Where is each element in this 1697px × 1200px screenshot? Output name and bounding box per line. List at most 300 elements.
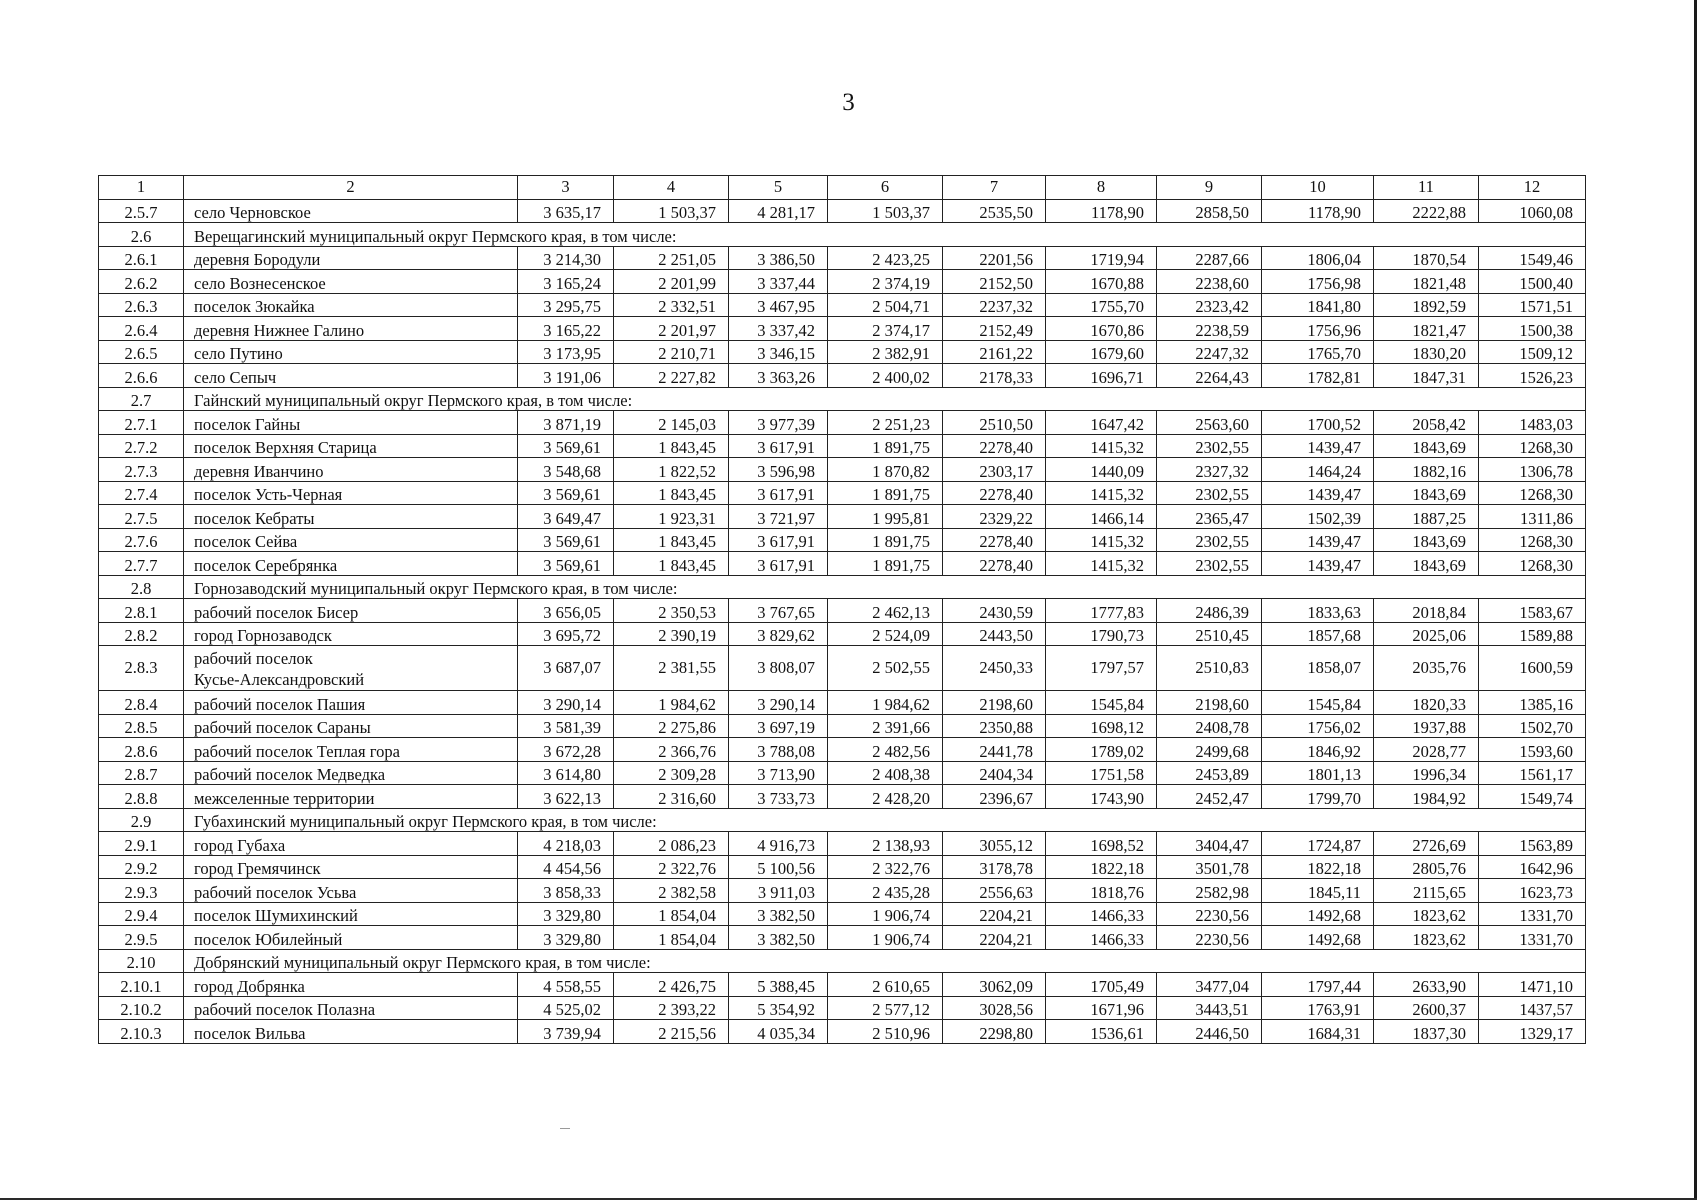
value-cell: 2 482,56 bbox=[828, 738, 943, 762]
value-cell: 1 906,74 bbox=[828, 902, 943, 926]
value-cell: 1843,69 bbox=[1374, 434, 1479, 458]
value-cell: 3 767,65 bbox=[729, 599, 828, 623]
value-cell: 2441,78 bbox=[943, 738, 1046, 762]
value-cell: 3 467,95 bbox=[729, 293, 828, 317]
value-cell: 3501,78 bbox=[1157, 855, 1262, 879]
value-cell: 1623,73 bbox=[1479, 879, 1586, 903]
value-cell: 2302,55 bbox=[1157, 528, 1262, 552]
row-code: 2.7.4 bbox=[99, 481, 184, 505]
value-cell: 1789,02 bbox=[1046, 738, 1157, 762]
value-cell: 1466,14 bbox=[1046, 505, 1157, 529]
value-cell: 1536,61 bbox=[1046, 1020, 1157, 1044]
value-cell: 2 391,66 bbox=[828, 714, 943, 738]
value-cell: 3 290,14 bbox=[729, 691, 828, 715]
value-cell: 2858,50 bbox=[1157, 199, 1262, 223]
value-cell: 1882,16 bbox=[1374, 458, 1479, 482]
value-cell: 3 382,50 bbox=[729, 926, 828, 950]
value-cell: 1589,88 bbox=[1479, 622, 1586, 646]
value-cell: 2247,32 bbox=[1157, 340, 1262, 364]
value-cell: 1 854,04 bbox=[614, 926, 729, 950]
value-cell: 2198,60 bbox=[1157, 691, 1262, 715]
value-cell: 2396,67 bbox=[943, 785, 1046, 809]
row-code: 2.8.6 bbox=[99, 738, 184, 762]
value-cell: 3 858,33 bbox=[518, 879, 614, 903]
value-cell: 2238,59 bbox=[1157, 317, 1262, 341]
settlement-name: рабочий поселок Усьва bbox=[184, 879, 518, 903]
value-cell: 1268,30 bbox=[1479, 528, 1586, 552]
value-cell: 1642,96 bbox=[1479, 855, 1586, 879]
column-header: 5 bbox=[729, 176, 828, 200]
value-cell: 1782,81 bbox=[1262, 364, 1374, 388]
row-code: 2.10.1 bbox=[99, 973, 184, 997]
value-cell: 1719,94 bbox=[1046, 246, 1157, 270]
column-header: 2 bbox=[184, 176, 518, 200]
value-cell: 3028,56 bbox=[943, 996, 1046, 1020]
value-cell: 5 354,92 bbox=[729, 996, 828, 1020]
value-cell: 1696,71 bbox=[1046, 364, 1157, 388]
value-cell: 2152,49 bbox=[943, 317, 1046, 341]
column-header: 8 bbox=[1046, 176, 1157, 200]
value-cell: 2 510,96 bbox=[828, 1020, 943, 1044]
value-cell: 1843,69 bbox=[1374, 552, 1479, 576]
value-cell: 2453,89 bbox=[1157, 761, 1262, 785]
section-row bbox=[99, 223, 1586, 247]
value-cell: 1700,52 bbox=[1262, 411, 1374, 435]
table-row bbox=[99, 646, 1586, 691]
value-cell: 1799,70 bbox=[1262, 785, 1374, 809]
value-cell: 2 316,60 bbox=[614, 785, 729, 809]
settlement-name-line: рабочий поселок bbox=[194, 649, 313, 668]
table-row bbox=[99, 293, 1586, 317]
value-cell: 2450,33 bbox=[943, 646, 1046, 691]
value-cell: 2238,60 bbox=[1157, 270, 1262, 294]
value-cell: 2230,56 bbox=[1157, 926, 1262, 950]
value-cell: 3 808,07 bbox=[729, 646, 828, 691]
value-cell: 2 210,71 bbox=[614, 340, 729, 364]
column-header: 9 bbox=[1157, 176, 1262, 200]
settlement-name: село Сепыч bbox=[184, 364, 518, 388]
table-row bbox=[99, 761, 1586, 785]
section-title: Гайнский муниципальный округ Пермского края, в том числе: bbox=[184, 387, 1586, 411]
column-header: 7 bbox=[943, 176, 1046, 200]
value-cell: 1887,25 bbox=[1374, 505, 1479, 529]
row-code: 2.6 bbox=[99, 223, 184, 247]
value-cell: 1 984,62 bbox=[614, 691, 729, 715]
value-cell: 2404,34 bbox=[943, 761, 1046, 785]
table-row bbox=[99, 996, 1586, 1020]
value-cell: 1679,60 bbox=[1046, 340, 1157, 364]
value-cell: 1415,32 bbox=[1046, 528, 1157, 552]
row-code: 2.7.6 bbox=[99, 528, 184, 552]
table-row bbox=[99, 714, 1586, 738]
value-cell: 1822,18 bbox=[1046, 855, 1157, 879]
value-cell: 1 843,45 bbox=[614, 434, 729, 458]
value-cell: 2535,50 bbox=[943, 199, 1046, 223]
value-cell: 3 329,80 bbox=[518, 926, 614, 950]
value-cell: 3 596,98 bbox=[729, 458, 828, 482]
value-cell: 1439,47 bbox=[1262, 552, 1374, 576]
value-cell: 3 649,47 bbox=[518, 505, 614, 529]
value-cell: 4 281,17 bbox=[729, 199, 828, 223]
value-cell: 1756,96 bbox=[1262, 317, 1374, 341]
settlement-name: город Губаха bbox=[184, 832, 518, 856]
row-code: 2.5.7 bbox=[99, 199, 184, 223]
value-cell: 3 569,61 bbox=[518, 434, 614, 458]
settlement-name: поселок Усть-Черная bbox=[184, 481, 518, 505]
table-row bbox=[99, 340, 1586, 364]
value-cell: 3 622,13 bbox=[518, 785, 614, 809]
value-cell: 2302,55 bbox=[1157, 552, 1262, 576]
value-cell: 2 524,09 bbox=[828, 622, 943, 646]
scan-artifact bbox=[560, 1128, 570, 1129]
value-cell: 3 713,90 bbox=[729, 761, 828, 785]
value-cell: 2510,45 bbox=[1157, 622, 1262, 646]
value-cell: 1755,70 bbox=[1046, 293, 1157, 317]
value-cell: 1509,12 bbox=[1479, 340, 1586, 364]
value-cell: 2 381,55 bbox=[614, 646, 729, 691]
column-header: 10 bbox=[1262, 176, 1374, 200]
value-cell: 1268,30 bbox=[1479, 552, 1586, 576]
value-cell: 3 337,42 bbox=[729, 317, 828, 341]
value-cell: 1857,68 bbox=[1262, 622, 1374, 646]
value-cell: 2204,21 bbox=[943, 926, 1046, 950]
table-row bbox=[99, 832, 1586, 856]
settlement-name: поселок Юбилейный bbox=[184, 926, 518, 950]
value-cell: 1502,39 bbox=[1262, 505, 1374, 529]
value-cell: 1571,51 bbox=[1479, 293, 1586, 317]
table-row bbox=[99, 246, 1586, 270]
value-cell: 2 138,93 bbox=[828, 832, 943, 856]
value-cell: 3404,47 bbox=[1157, 832, 1262, 856]
value-cell: 1549,74 bbox=[1479, 785, 1586, 809]
value-cell: 1483,03 bbox=[1479, 411, 1586, 435]
settlement-name: рабочий поселок Теплая гора bbox=[184, 738, 518, 762]
value-cell: 3 614,80 bbox=[518, 761, 614, 785]
value-cell: 1790,73 bbox=[1046, 622, 1157, 646]
value-cell: 3 165,24 bbox=[518, 270, 614, 294]
value-cell: 3 721,97 bbox=[729, 505, 828, 529]
value-cell: 2 145,03 bbox=[614, 411, 729, 435]
value-cell: 2 322,76 bbox=[828, 855, 943, 879]
value-cell: 1 843,45 bbox=[614, 528, 729, 552]
row-code: 2.6.1 bbox=[99, 246, 184, 270]
value-cell: 1846,92 bbox=[1262, 738, 1374, 762]
value-cell: 1306,78 bbox=[1479, 458, 1586, 482]
value-cell: 1440,09 bbox=[1046, 458, 1157, 482]
value-cell: 2 201,97 bbox=[614, 317, 729, 341]
value-cell: 1 891,75 bbox=[828, 528, 943, 552]
value-cell: 2018,84 bbox=[1374, 599, 1479, 623]
value-cell: 5 388,45 bbox=[729, 973, 828, 997]
value-cell: 2115,65 bbox=[1374, 879, 1479, 903]
settlement-name: город Гремячинск bbox=[184, 855, 518, 879]
value-cell: 2 227,82 bbox=[614, 364, 729, 388]
value-cell: 1647,42 bbox=[1046, 411, 1157, 435]
value-cell: 2327,32 bbox=[1157, 458, 1262, 482]
value-cell: 2510,83 bbox=[1157, 646, 1262, 691]
row-code: 2.8.8 bbox=[99, 785, 184, 809]
value-cell: 1797,44 bbox=[1262, 973, 1374, 997]
value-cell: 3 165,22 bbox=[518, 317, 614, 341]
value-cell: 1763,91 bbox=[1262, 996, 1374, 1020]
section-title: Горнозаводский муниципальный округ Пермского края, в том числе: bbox=[184, 575, 1586, 599]
value-cell: 2 502,55 bbox=[828, 646, 943, 691]
table-row bbox=[99, 528, 1586, 552]
value-cell: 2563,60 bbox=[1157, 411, 1262, 435]
value-cell: 1698,52 bbox=[1046, 832, 1157, 856]
value-cell: 1841,80 bbox=[1262, 293, 1374, 317]
value-cell: 4 218,03 bbox=[518, 832, 614, 856]
section-title: Добрянский муниципальный округ Пермского края, в том числе: bbox=[184, 949, 1586, 973]
value-cell: 2201,56 bbox=[943, 246, 1046, 270]
row-code: 2.9 bbox=[99, 808, 184, 832]
value-cell: 1385,16 bbox=[1479, 691, 1586, 715]
value-cell: 1765,70 bbox=[1262, 340, 1374, 364]
value-cell: 1797,57 bbox=[1046, 646, 1157, 691]
row-code: 2.8.7 bbox=[99, 761, 184, 785]
table-row bbox=[99, 552, 1586, 576]
row-code: 2.9.1 bbox=[99, 832, 184, 856]
value-cell: 1845,11 bbox=[1262, 879, 1374, 903]
value-cell: 2 309,28 bbox=[614, 761, 729, 785]
row-code: 2.8.1 bbox=[99, 599, 184, 623]
value-cell: 1830,20 bbox=[1374, 340, 1479, 364]
settlement-name: деревня Бородули bbox=[184, 246, 518, 270]
value-cell: 1837,30 bbox=[1374, 1020, 1479, 1044]
page-number: 3 bbox=[842, 89, 855, 116]
settlement-name: деревня Иванчино bbox=[184, 458, 518, 482]
value-cell: 2161,22 bbox=[943, 340, 1046, 364]
value-cell: 1583,67 bbox=[1479, 599, 1586, 623]
value-cell: 1684,31 bbox=[1262, 1020, 1374, 1044]
value-cell: 3 569,61 bbox=[518, 528, 614, 552]
value-cell: 2222,88 bbox=[1374, 199, 1479, 223]
section-row bbox=[99, 808, 1586, 832]
rates-table-container bbox=[98, 175, 1585, 1044]
value-cell: 1561,17 bbox=[1479, 761, 1586, 785]
value-cell: 2 366,76 bbox=[614, 738, 729, 762]
settlement-name: рабочий поселок Сараны bbox=[184, 714, 518, 738]
value-cell: 2198,60 bbox=[943, 691, 1046, 715]
settlement-name: рабочий поселок Полазна bbox=[184, 996, 518, 1020]
value-cell: 1268,30 bbox=[1479, 434, 1586, 458]
value-cell: 1464,24 bbox=[1262, 458, 1374, 482]
value-cell: 4 558,55 bbox=[518, 973, 614, 997]
value-cell: 2 435,28 bbox=[828, 879, 943, 903]
value-cell: 1 822,52 bbox=[614, 458, 729, 482]
value-cell: 2264,43 bbox=[1157, 364, 1262, 388]
value-cell: 1 870,82 bbox=[828, 458, 943, 482]
value-cell: 1705,49 bbox=[1046, 973, 1157, 997]
value-cell: 2 390,19 bbox=[614, 622, 729, 646]
value-cell: 3 871,19 bbox=[518, 411, 614, 435]
value-cell: 2 610,65 bbox=[828, 973, 943, 997]
settlement-name: поселок Шумихинский bbox=[184, 902, 518, 926]
value-cell: 3 581,39 bbox=[518, 714, 614, 738]
value-cell: 1466,33 bbox=[1046, 926, 1157, 950]
value-cell: 2 428,20 bbox=[828, 785, 943, 809]
column-header: 1 bbox=[99, 176, 184, 200]
value-cell: 3 548,68 bbox=[518, 458, 614, 482]
value-cell: 1329,17 bbox=[1479, 1020, 1586, 1044]
section-row bbox=[99, 575, 1586, 599]
value-cell: 1996,34 bbox=[1374, 761, 1479, 785]
value-cell: 2 322,76 bbox=[614, 855, 729, 879]
table-row bbox=[99, 926, 1586, 950]
value-cell: 3 191,06 bbox=[518, 364, 614, 388]
table-row bbox=[99, 364, 1586, 388]
header-row bbox=[99, 176, 1586, 200]
value-cell: 1823,62 bbox=[1374, 926, 1479, 950]
row-code: 2.9.2 bbox=[99, 855, 184, 879]
value-cell: 3 173,95 bbox=[518, 340, 614, 364]
value-cell: 2 251,05 bbox=[614, 246, 729, 270]
value-cell: 2365,47 bbox=[1157, 505, 1262, 529]
value-cell: 3 329,80 bbox=[518, 902, 614, 926]
section-row bbox=[99, 387, 1586, 411]
value-cell: 2430,59 bbox=[943, 599, 1046, 623]
value-cell: 1858,07 bbox=[1262, 646, 1374, 691]
value-cell: 2 374,17 bbox=[828, 317, 943, 341]
value-cell: 2443,50 bbox=[943, 622, 1046, 646]
value-cell: 1178,90 bbox=[1262, 199, 1374, 223]
value-cell: 1311,86 bbox=[1479, 505, 1586, 529]
value-cell: 3 635,17 bbox=[518, 199, 614, 223]
value-cell: 2 400,02 bbox=[828, 364, 943, 388]
value-cell: 2 382,58 bbox=[614, 879, 729, 903]
value-cell: 3062,09 bbox=[943, 973, 1046, 997]
value-cell: 4 454,56 bbox=[518, 855, 614, 879]
value-cell: 2 201,99 bbox=[614, 270, 729, 294]
value-cell: 3443,51 bbox=[1157, 996, 1262, 1020]
value-cell: 1833,63 bbox=[1262, 599, 1374, 623]
row-code: 2.8.4 bbox=[99, 691, 184, 715]
value-cell: 2230,56 bbox=[1157, 902, 1262, 926]
table-row bbox=[99, 505, 1586, 529]
settlement-name: поселок Зюкайка bbox=[184, 293, 518, 317]
value-cell: 1502,70 bbox=[1479, 714, 1586, 738]
value-cell: 1 984,62 bbox=[828, 691, 943, 715]
value-cell: 1439,47 bbox=[1262, 481, 1374, 505]
table-row bbox=[99, 1020, 1586, 1044]
value-cell: 1843,69 bbox=[1374, 528, 1479, 552]
row-code: 2.7.3 bbox=[99, 458, 184, 482]
value-cell: 3 697,19 bbox=[729, 714, 828, 738]
value-cell: 2237,32 bbox=[943, 293, 1046, 317]
value-cell: 1698,12 bbox=[1046, 714, 1157, 738]
settlement-name: село Черновское bbox=[184, 199, 518, 223]
value-cell: 1822,18 bbox=[1262, 855, 1374, 879]
value-cell: 1 843,45 bbox=[614, 481, 729, 505]
value-cell: 2278,40 bbox=[943, 528, 1046, 552]
settlement-name: поселок Серебрянка bbox=[184, 552, 518, 576]
value-cell: 2 408,38 bbox=[828, 761, 943, 785]
value-cell: 2 332,51 bbox=[614, 293, 729, 317]
value-cell: 1500,38 bbox=[1479, 317, 1586, 341]
value-cell: 1331,70 bbox=[1479, 926, 1586, 950]
table-row bbox=[99, 691, 1586, 715]
value-cell: 1821,47 bbox=[1374, 317, 1479, 341]
value-cell: 3 382,50 bbox=[729, 902, 828, 926]
value-cell: 1439,47 bbox=[1262, 434, 1374, 458]
value-cell: 4 916,73 bbox=[729, 832, 828, 856]
value-cell: 2287,66 bbox=[1157, 246, 1262, 270]
value-cell: 1415,32 bbox=[1046, 481, 1157, 505]
table-row bbox=[99, 785, 1586, 809]
value-cell: 3 656,05 bbox=[518, 599, 614, 623]
value-cell: 1892,59 bbox=[1374, 293, 1479, 317]
table-row bbox=[99, 738, 1586, 762]
value-cell: 2 374,19 bbox=[828, 270, 943, 294]
row-code: 2.7 bbox=[99, 387, 184, 411]
value-cell: 1492,68 bbox=[1262, 926, 1374, 950]
value-cell: 3 829,62 bbox=[729, 622, 828, 646]
settlement-name: поселок Вильва bbox=[184, 1020, 518, 1044]
row-code: 2.8.2 bbox=[99, 622, 184, 646]
value-cell: 1743,90 bbox=[1046, 785, 1157, 809]
value-cell: 1471,10 bbox=[1479, 973, 1586, 997]
value-cell: 2 275,86 bbox=[614, 714, 729, 738]
value-cell: 1545,84 bbox=[1046, 691, 1157, 715]
value-cell: 2452,47 bbox=[1157, 785, 1262, 809]
section-row bbox=[99, 949, 1586, 973]
value-cell: 3 911,03 bbox=[729, 879, 828, 903]
value-cell: 2204,21 bbox=[943, 902, 1046, 926]
value-cell: 2726,69 bbox=[1374, 832, 1479, 856]
value-cell: 1 995,81 bbox=[828, 505, 943, 529]
value-cell: 1437,57 bbox=[1479, 996, 1586, 1020]
value-cell: 1670,86 bbox=[1046, 317, 1157, 341]
section-title: Губахинский муниципальный округ Пермского края, в том числе: bbox=[184, 808, 1586, 832]
value-cell: 2633,90 bbox=[1374, 973, 1479, 997]
value-cell: 3 617,91 bbox=[729, 552, 828, 576]
value-cell: 1801,13 bbox=[1262, 761, 1374, 785]
value-cell: 1331,70 bbox=[1479, 902, 1586, 926]
value-cell: 2 423,25 bbox=[828, 246, 943, 270]
value-cell: 2058,42 bbox=[1374, 411, 1479, 435]
table-row bbox=[99, 879, 1586, 903]
column-header: 6 bbox=[828, 176, 943, 200]
row-code: 2.9.5 bbox=[99, 926, 184, 950]
column-header: 3 bbox=[518, 176, 614, 200]
value-cell: 1415,32 bbox=[1046, 434, 1157, 458]
value-cell: 3 363,26 bbox=[729, 364, 828, 388]
value-cell: 1466,33 bbox=[1046, 902, 1157, 926]
value-cell: 1937,88 bbox=[1374, 714, 1479, 738]
table-row bbox=[99, 270, 1586, 294]
settlement-name: поселок Верхняя Старица bbox=[184, 434, 518, 458]
value-cell: 3 687,07 bbox=[518, 646, 614, 691]
value-cell: 2805,76 bbox=[1374, 855, 1479, 879]
value-cell: 1843,69 bbox=[1374, 481, 1479, 505]
row-code: 2.8.5 bbox=[99, 714, 184, 738]
row-code: 2.9.3 bbox=[99, 879, 184, 903]
value-cell: 3 672,28 bbox=[518, 738, 614, 762]
value-cell: 3477,04 bbox=[1157, 973, 1262, 997]
value-cell: 3 977,39 bbox=[729, 411, 828, 435]
value-cell: 1 843,45 bbox=[614, 552, 729, 576]
value-cell: 3 739,94 bbox=[518, 1020, 614, 1044]
value-cell: 1268,30 bbox=[1479, 481, 1586, 505]
row-code: 2.10.2 bbox=[99, 996, 184, 1020]
value-cell: 2 504,71 bbox=[828, 293, 943, 317]
value-cell: 2350,88 bbox=[943, 714, 1046, 738]
row-code: 2.9.4 bbox=[99, 902, 184, 926]
value-cell: 3 295,75 bbox=[518, 293, 614, 317]
settlement-name: село Вознесенское bbox=[184, 270, 518, 294]
row-code: 2.6.6 bbox=[99, 364, 184, 388]
table-row bbox=[99, 481, 1586, 505]
